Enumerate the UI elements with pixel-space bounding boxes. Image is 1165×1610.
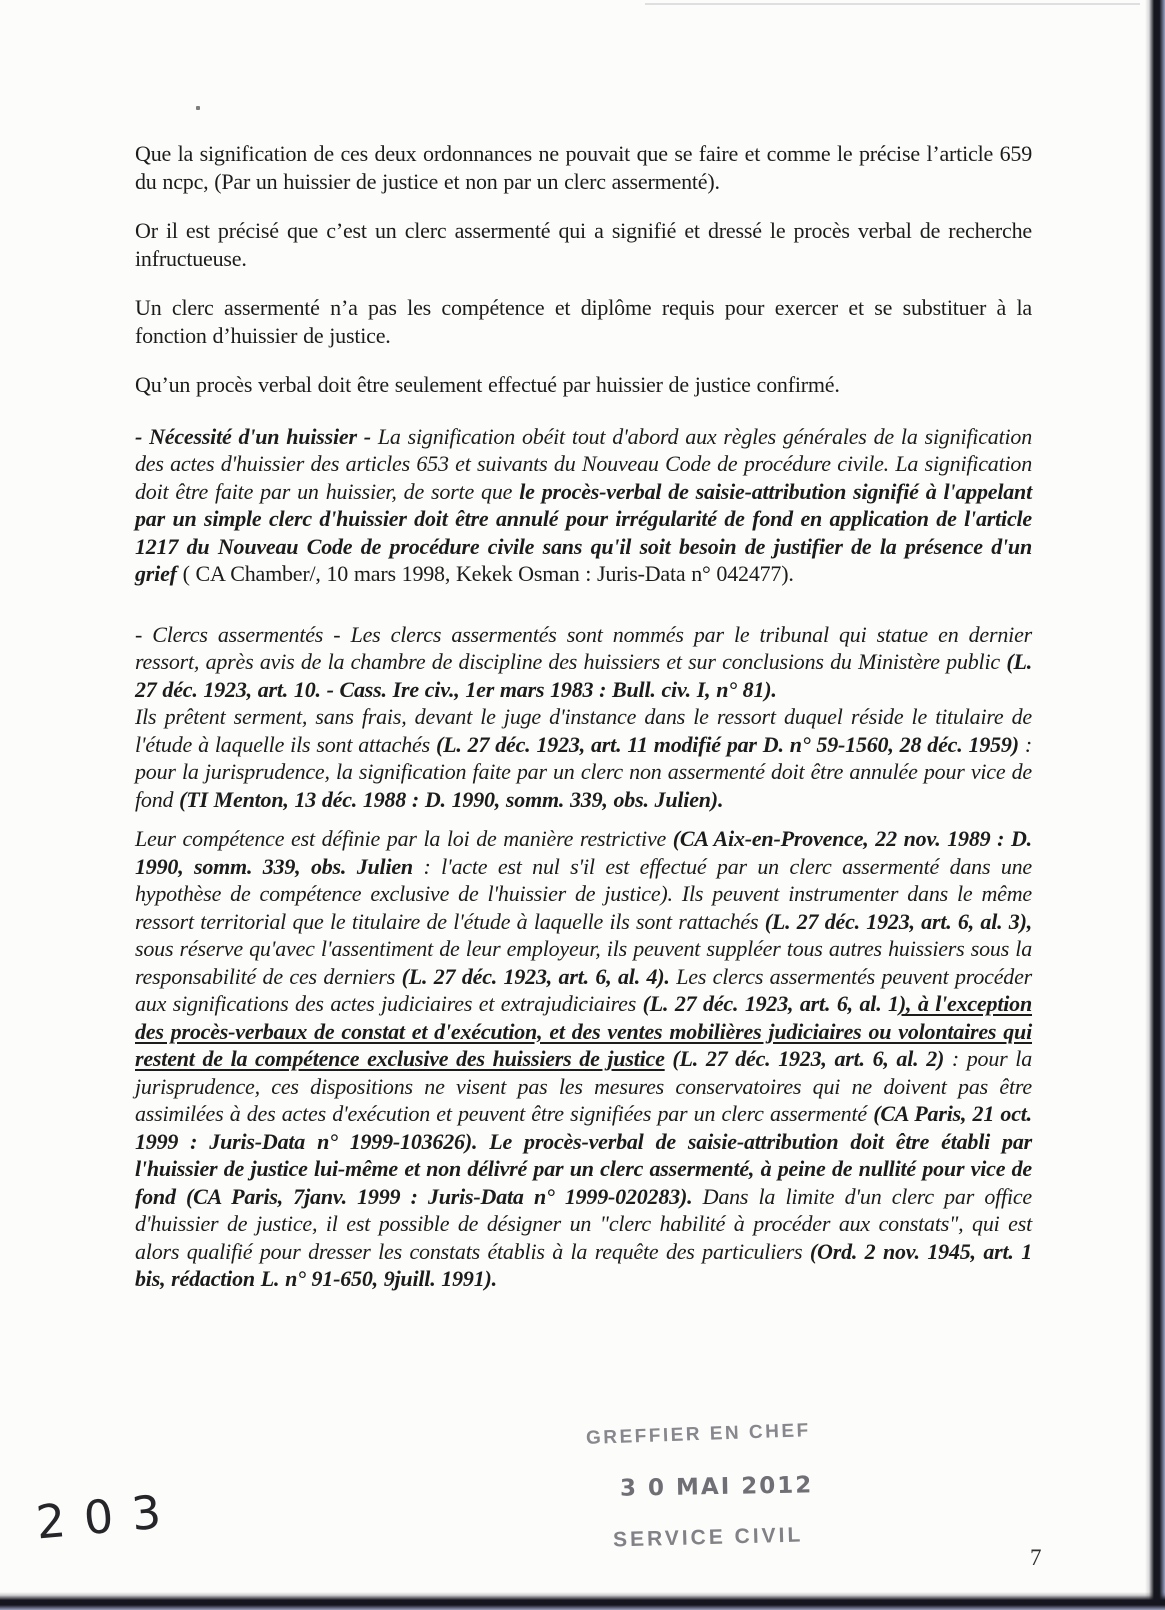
text-run: : pour la jurisprudence, ces dispositions ne visent pas les mesures conservatoires qui ne doivent pas être assimilées à des actes d'exécution et peuvent être signifiées par un clerc assermenté <box>135 1046 1032 1126</box>
text-run: (L. 27 déc. 1923, art. 6, al. 1 <box>642 991 899 1016</box>
text-run: Que la signification de ces deux ordonnances ne pouvait que se faire et comme le précise l’article 659 du ncpc, (Par un huissier de justice et non par un clerc assermenté). <box>135 141 1032 194</box>
text-run: Or il est précisé que c’est un clerc assermenté qui a signifié et dressé le procès verbal de recherche infructueuse. <box>135 218 1032 271</box>
text-run: (L. 27 déc. 1923, art. 10. - Cass. Ire civ., 1er mars 1983 : Bull. civ. I, n° 81). <box>135 649 1032 702</box>
text-run: : l'acte est nul s'il est effectué par un clerc assermenté dans une hypothèse de compétence exclusive de l'huissier de justice). Ils peuvent instrumenter dans le même ressort territorial que le titulaire de l'étude à laquelle ils sont rattachés <box>135 853 1032 934</box>
text-run: sous réserve qu'avec l'assentiment de leur employeur, ils peuvent suppléer tous autres huissiers sous la responsabilité de ces derniers <box>135 936 1032 989</box>
scan-artifact-top-line <box>645 3 1140 5</box>
text-run: ( CA Chamber/, 10 mars 1998, Kekek Osman : Juris-Data n° 042477). <box>176 561 794 586</box>
page-number: 7 <box>1030 1545 1042 1570</box>
paragraph <box>135 140 1032 195</box>
text-run: Un clerc assermenté n’a pas les compétence et diplôme requis pour exercer et se substituer à la fonction d’huissier de justice. <box>135 295 1032 348</box>
text-run: le procès-verbal de saisie-attribution signifié à l'appelant par un simple clerc d'huissier doit être annulé pour irrégularité de fond en application de l'article 1217 du Nouveau Code de procédure civile sans qu'il soit besoin de justifier de la présence d'un grief <box>135 478 1032 586</box>
handwritten-folio-number: 2 0 3 <box>33 1484 166 1550</box>
text-run: (Ord. 2 nov. 1945, art. 1 bis, rédaction L. n° 91-650, 9juill. 1991). <box>135 1238 1033 1291</box>
paragraph <box>135 621 1032 704</box>
scan-artifact-speck <box>196 106 200 110</box>
stamp-greffier-en-chef: GREFFIER EN CHEF <box>585 1420 812 1449</box>
text-run: (L. 27 déc. 1923, art. 6, al. 4). <box>401 963 670 989</box>
text-run: (L. 27 déc. 1923, art. 11 modifié par D. n° 59-1560, 28 déc. 1959) <box>435 731 1019 757</box>
paragraph <box>135 825 1032 1293</box>
text-run: (CA Paris, 21 oct. 1999 : Juris-Data n° 1999-103626). Le procès-verbal de saisie-attribution doit être établi par l'huissier de justice lui-même et non délivré par un clerc assermenté, à peine de nullité pour vice de fond (CA Paris, 7janv. 1999 : Juris-Data n° 1999-020283). <box>135 1101 1032 1209</box>
text-run: La signification obéit tout d'abord aux règles générales de la signification des actes d'huissier des articles 653 et suivants du Nouveau Code de procédure civile. La signification doit être faite par un huissier, de sorte que <box>135 423 1032 504</box>
text-run: (CA Aix-en-Provence, 22 nov. 1989 : D. 1990, somm. 339, obs. Julien <box>135 826 1032 879</box>
paragraph <box>135 217 1032 272</box>
text-run: ), à l'exception des procès-verbaux de constat et d'exécution, et des ventes mobilières judiciaires ou volontaires qui restent de la compétence exclusive des huissiers de justice <box>135 991 1032 1071</box>
text-run: Leur compétence est définie par la loi de manière restrictive <box>135 826 673 851</box>
text-run: (TI Menton, 13 déc. 1988 : D. 1990, somm. 339, obs. Julien). <box>179 786 724 812</box>
scan-edge-right <box>1145 0 1165 1610</box>
text-run: - Clercs assermentés - Les clercs assermentés sont nommés par le tribunal qui statue en dernier ressort, après avis de la chambre de discipline des huissiers et sur conclusions du Ministère public <box>135 621 1032 674</box>
scan-edge-bottom <box>0 1592 1165 1610</box>
paragraph <box>135 294 1032 349</box>
text-run: - Nécessité d'un huissier - <box>135 423 378 449</box>
paragraph <box>135 703 1032 813</box>
stamp-date: 3 0 MAI 2012 <box>619 1472 814 1502</box>
text-run: : pour la jurisprudence, la signification faite par un clerc non assermenté doit être annulée pour vice de fond <box>135 731 1032 812</box>
text-run: Les clercs assermentés peuvent procéder aux significations des actes judiciaires et extrajudiciaires <box>135 963 1032 1016</box>
text-run: Dans la limite d'un clerc par office d'huissier de justice, il est possible de désigner un "clerc habilité à procéder aux constats", qui est alors qualifié pour dresser les constats établis à la requête des particuliers <box>135 1183 1032 1264</box>
text-run: Ils prêtent serment, sans frais, devant le juge d'instance dans le ressort duquel réside le titulaire de l'étude à laquelle ils sont attachés <box>135 704 1032 757</box>
text-run: (L. 27 déc. 1923, art. 6, al. 3), <box>764 908 1032 934</box>
text-run: (L. 27 déc. 1923, art. 6, al. 2) <box>664 1046 945 1071</box>
stamp-service-civil: SERVICE CIVIL <box>612 1523 804 1552</box>
paragraph <box>135 371 1032 399</box>
document-body <box>135 140 1032 1293</box>
paragraph <box>135 423 1032 588</box>
text-run: Qu’un procès verbal doit être seulement effectué par huissier de justice confirmé. <box>135 372 840 397</box>
